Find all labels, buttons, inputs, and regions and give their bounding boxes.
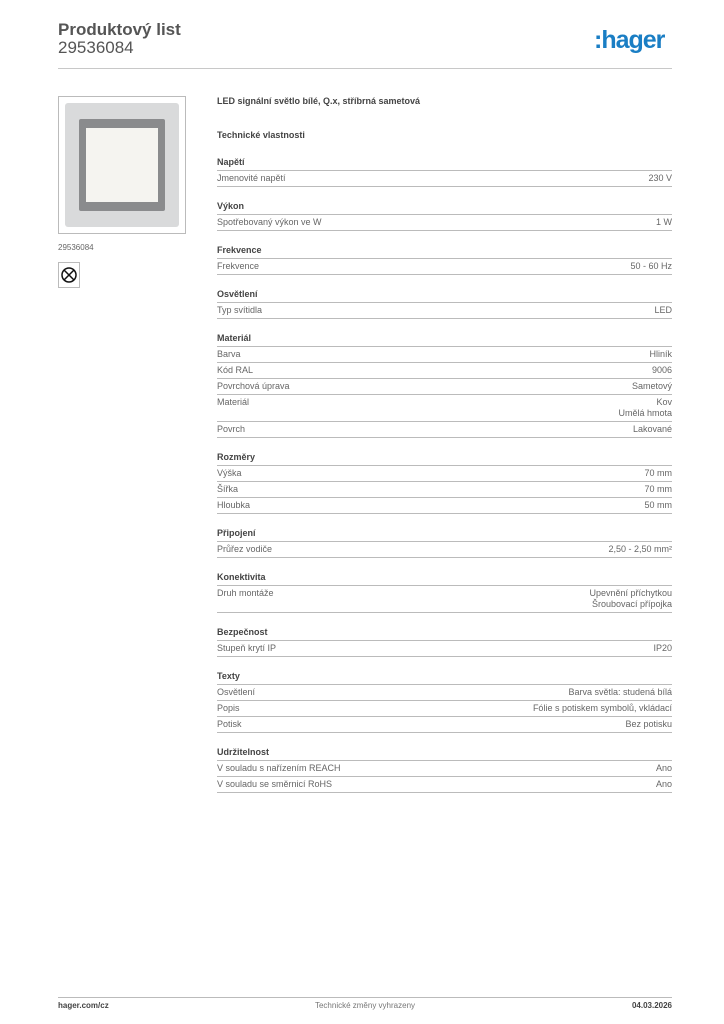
section-heading: Frekvence — [217, 244, 672, 259]
spec-row — [217, 171, 672, 187]
spec-label: Druh montáže — [217, 588, 274, 598]
spec-value-line: 9006 — [651, 365, 672, 375]
spec-label: V souladu s nařízením REACH — [217, 763, 341, 773]
spec-value — [656, 763, 672, 774]
spec-value — [653, 643, 672, 654]
section-heading: Výkon — [217, 200, 672, 215]
spec-row — [217, 701, 672, 717]
section-heading: Konektivita — [217, 571, 672, 586]
image-caption: 29536084 — [58, 243, 94, 252]
spec-value-line: Ano — [655, 779, 672, 789]
spec-label: Kód RAL — [217, 365, 254, 375]
spec-value-line: 230 V — [648, 173, 672, 183]
spec-value — [654, 305, 672, 316]
spec-value-line: Ano — [655, 763, 672, 773]
spec-label: Popis — [217, 703, 240, 713]
spec-row — [217, 347, 672, 363]
spec-value — [652, 365, 672, 376]
spec-value-line: 50 - 60 Hz — [630, 261, 672, 271]
spec-label: Hloubka — [217, 500, 251, 510]
spec-label: Stupeň krytí IP — [217, 643, 277, 653]
spec-value — [608, 544, 672, 555]
spec-section — [217, 746, 672, 793]
spec-value — [648, 173, 672, 184]
spec-row — [217, 422, 672, 438]
spec-label: Frekvence — [217, 261, 260, 271]
section-heading: Napětí — [217, 156, 672, 171]
spec-row — [217, 685, 672, 701]
spec-value — [633, 424, 672, 435]
cover-plate — [79, 119, 165, 211]
spec-value — [632, 381, 672, 392]
spec-row — [217, 259, 672, 275]
spec-row — [217, 395, 672, 422]
spec-value — [644, 484, 672, 495]
spec-label: Materiál — [217, 397, 250, 407]
spec-value-line: LED — [654, 305, 672, 315]
spec-value — [644, 468, 672, 479]
spec-row — [217, 761, 672, 777]
spec-value-line: 1 W — [655, 217, 672, 227]
mounting-frame — [65, 103, 179, 227]
spec-label: Povrch — [217, 424, 246, 434]
spec-value-line: 50 mm — [644, 500, 672, 510]
spec-value — [625, 719, 672, 730]
spec-value-line: Fólie s potiskem symbolů, vkládací — [532, 703, 672, 713]
product-number: 29536084 — [58, 38, 134, 57]
spec-label: Typ svítidla — [217, 305, 263, 315]
spec-section — [217, 451, 672, 514]
footer — [58, 997, 672, 1012]
spec-value — [618, 397, 672, 419]
spec-value-line: Hliník — [649, 349, 672, 359]
section-heading: Osvětlení — [217, 288, 672, 303]
spec-label: Osvětlení — [217, 687, 256, 697]
spec-value-line: Umělá hmota — [618, 408, 672, 418]
footer-note: Technické změny vyhrazeny — [314, 1001, 416, 1010]
spec-value — [589, 588, 672, 610]
spec-sections — [217, 156, 672, 793]
footer-website[interactable]: hager.com/cz — [58, 1001, 109, 1010]
spec-row — [217, 641, 672, 657]
spec-label: Povrchová úprava — [217, 381, 290, 391]
spec-value — [656, 779, 672, 790]
section-heading: Rozměry — [217, 451, 672, 466]
spec-label: Výška — [217, 468, 242, 478]
lamp-symbol-icon — [58, 262, 80, 288]
section-heading: Bezpečnost — [217, 626, 672, 641]
spec-label: Spotřebovaný výkon ve W — [217, 217, 322, 227]
spec-row — [217, 303, 672, 319]
spec-section — [217, 200, 672, 231]
section-heading: Materiál — [217, 332, 672, 347]
led-lens — [86, 128, 158, 202]
spec-row — [217, 586, 672, 613]
spec-row — [217, 542, 672, 558]
product-name: LED signální světlo bílé, Q.x, stříbrná sametová — [217, 96, 421, 106]
section-heading: Připojení — [217, 527, 672, 542]
spec-value-line: Bez potisku — [625, 719, 672, 729]
spec-value-line: Barva světla: studená bílá — [568, 687, 672, 697]
spec-label: Potisk — [217, 719, 242, 729]
spec-section — [217, 670, 672, 733]
header-divider — [58, 68, 672, 69]
spec-label: Průřez vodiče — [217, 544, 273, 554]
spec-value-line: IP20 — [653, 643, 672, 653]
section-heading: Texty — [217, 670, 672, 685]
spec-section — [217, 288, 672, 319]
spec-value-line: Kov — [656, 397, 672, 407]
spec-label: Barva — [217, 349, 241, 359]
spec-row — [217, 777, 672, 793]
spec-section — [217, 626, 672, 657]
spec-value — [568, 687, 672, 698]
spec-label: Jmenovité napětí — [217, 173, 286, 183]
footer-date: 04.03.2026 — [631, 1001, 672, 1010]
spec-section — [217, 332, 672, 438]
spec-row — [217, 363, 672, 379]
spec-value-line: 70 mm — [644, 468, 672, 478]
spec-row — [217, 482, 672, 498]
spec-section — [217, 244, 672, 275]
spec-section — [217, 527, 672, 558]
spec-value-line: Lakované — [632, 424, 672, 434]
spec-row — [217, 498, 672, 514]
spec-row — [217, 215, 672, 231]
spec-section — [217, 156, 672, 187]
spec-section — [217, 571, 672, 613]
spec-value — [656, 217, 672, 228]
spec-row — [217, 379, 672, 395]
spec-row — [217, 717, 672, 733]
spec-value — [630, 261, 672, 272]
product-image — [58, 96, 186, 234]
spec-label: Šířka — [217, 484, 239, 494]
spec-value-line: Sametový — [631, 381, 672, 391]
section-heading: Udržitelnost — [217, 746, 672, 761]
spec-value — [649, 349, 672, 360]
spec-value-line: Šroubovací přípojka — [591, 599, 672, 609]
spec-row — [217, 466, 672, 482]
page-title: Produktový list — [58, 20, 181, 39]
hager-logo: :hager — [594, 26, 665, 54]
spec-value-line: Upevnění příchytkou — [589, 588, 672, 598]
spec-value-line: 70 mm — [644, 484, 672, 494]
spec-value — [644, 500, 672, 511]
spec-label: V souladu se směrnicí RoHS — [217, 779, 333, 789]
spec-content — [217, 96, 672, 793]
spec-value — [533, 703, 672, 714]
tech-title: Technické vlastnosti — [217, 130, 305, 140]
spec-value-line: 2,50 - 2,50 mm² — [608, 544, 672, 554]
